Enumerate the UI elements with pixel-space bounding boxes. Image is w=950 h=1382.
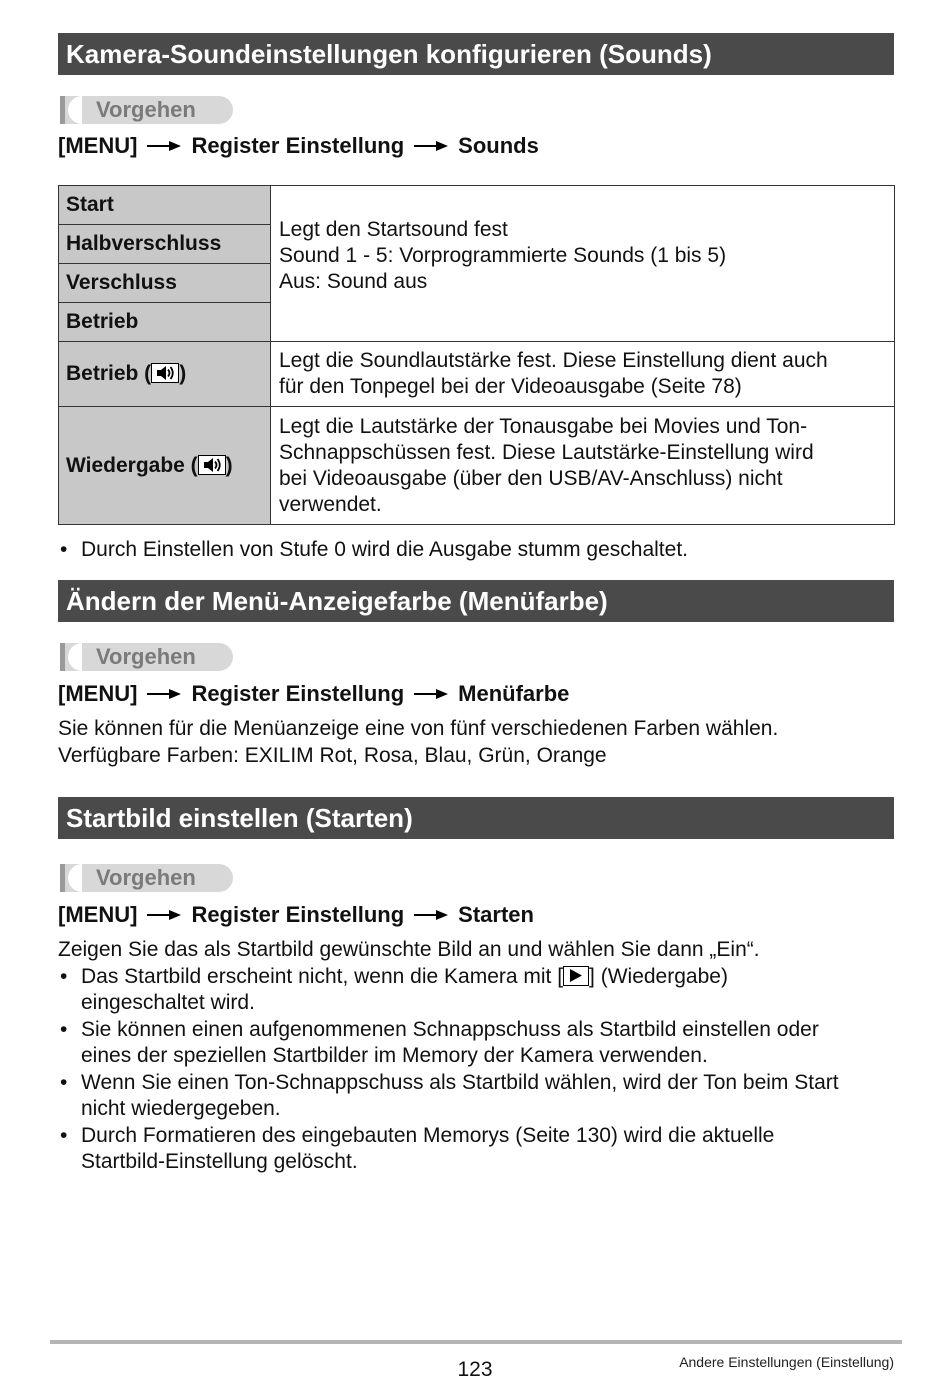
path-register: Register Einstellung xyxy=(191,902,405,927)
footer-divider xyxy=(50,1340,902,1344)
text-line: nicht wiedergegeben. xyxy=(81,1097,281,1120)
speaker-icon xyxy=(151,363,179,383)
procedure-label-text: Vorgehen xyxy=(96,644,196,669)
desc-line: Legt die Soundlautstärke fest. Diese Einstellung dient auch xyxy=(279,349,828,372)
menu-path-menucolor xyxy=(58,679,569,709)
arrow-right-icon xyxy=(147,131,181,161)
bullet-item xyxy=(58,1070,898,1123)
label-text: ) xyxy=(179,362,187,385)
arrow-right-icon xyxy=(147,900,181,930)
row-label: Betrieb xyxy=(59,303,271,342)
row-label xyxy=(59,407,271,525)
text-span: ] (Wiedergabe) xyxy=(589,964,728,988)
procedure-label xyxy=(60,864,233,892)
path-register: Register Einstellung xyxy=(191,133,405,158)
bullet-item: • Durch Einstellen von Stufe 0 wird die Ausgabe stumm geschaltet. xyxy=(58,537,898,564)
desc-line: Schnappschüssen fest. Diese Lautstärke-Einstellung wird xyxy=(279,440,814,464)
startup-text xyxy=(58,937,898,1176)
section-title-startup: Startbild einstellen (Starten) xyxy=(58,797,894,839)
sounds-table xyxy=(58,185,895,525)
row-label xyxy=(59,342,271,407)
menu-path-sounds xyxy=(58,131,539,161)
procedure-label-text: Vorgehen xyxy=(96,865,196,890)
play-icon xyxy=(563,966,589,986)
sounds-note xyxy=(58,537,898,564)
bullet-item xyxy=(58,964,898,1017)
row-description xyxy=(271,407,895,525)
text-line: • Sie können einen aufgenommenen Schnappschuss als Startbild einstellen oder xyxy=(81,1017,819,1041)
procedure-label xyxy=(60,643,233,671)
text-line: • Durch Formatieren des eingebauten Memorys (Seite 130) wird die aktuelle xyxy=(81,1123,775,1147)
menu-path-startup xyxy=(58,900,534,930)
section-title-menucolor: Ändern der Menü-Anzeigefarbe (Menüfarbe) xyxy=(58,580,894,622)
bullet-item xyxy=(58,1017,898,1070)
desc-line: für den Tonpegel bei der Videoausgabe (Seite 78) xyxy=(279,375,742,398)
label-text: Betrieb ( xyxy=(66,362,152,385)
path-register: Register Einstellung xyxy=(191,681,405,706)
desc-line: Sound 1 - 5: Vorprogrammierte Sounds (1 bis 5) xyxy=(279,244,727,267)
path-menu: [MENU] xyxy=(58,681,138,706)
page-number: 123 xyxy=(457,1358,493,1381)
desc-line: bei Videoausgabe (über den USB/AV-Anschluss) nicht xyxy=(279,466,783,490)
text-line: Sie können für die Menüanzeige eine von fünf verschiedenen Farben wählen. xyxy=(58,717,779,740)
table-row xyxy=(59,407,895,525)
path-target: Menüfarbe xyxy=(458,681,570,706)
table-row xyxy=(59,186,895,225)
label-text: Wiedergabe ( xyxy=(66,453,198,477)
row-label: Verschluss xyxy=(59,264,271,303)
sound-group-description xyxy=(271,186,895,342)
text-line: eines der speziellen Startbilder im Memory der Kamera verwenden. xyxy=(81,1044,708,1067)
chapter-label: Andere Einstellungen (Einstellung) xyxy=(679,1354,894,1370)
desc-line: Aus: Sound aus xyxy=(279,270,428,293)
speaker-icon xyxy=(198,455,226,475)
path-menu: [MENU] xyxy=(58,133,138,158)
path-target: Sounds xyxy=(458,133,539,158)
arrow-right-icon xyxy=(414,900,448,930)
row-label: Halbverschluss xyxy=(59,225,271,264)
menucolor-text xyxy=(58,716,898,769)
text-line: Startbild-Einstellung gelöscht. xyxy=(81,1150,358,1173)
procedure-marker-icon xyxy=(60,96,82,124)
procedure-label-text: Vorgehen xyxy=(96,97,196,122)
section-title-sounds: Kamera-Soundeinstellungen konfigurieren (Sounds) xyxy=(58,33,894,75)
path-menu: [MENU] xyxy=(58,902,138,927)
arrow-right-icon xyxy=(147,679,181,709)
row-description xyxy=(271,342,895,407)
bullet-item xyxy=(58,1123,898,1176)
desc-line: Legt den Startsound fest xyxy=(279,218,508,241)
text-line: eingeschaltet wird. xyxy=(81,991,255,1014)
procedure-marker-icon xyxy=(60,643,82,671)
desc-line: Legt die Lautstärke der Tonausgabe bei Movies und Ton- xyxy=(279,414,808,438)
desc-line: verwendet. xyxy=(279,492,382,516)
arrow-right-icon xyxy=(414,131,448,161)
arrow-right-icon xyxy=(414,679,448,709)
row-label: Start xyxy=(59,186,271,225)
text-line: • Wenn Sie einen Ton-Schnappschuss als Startbild wählen, wird der Ton beim Start xyxy=(81,1070,839,1094)
text-span: Das Startbild erscheint nicht, wenn die Kamera mit [ xyxy=(81,964,564,988)
path-target: Starten xyxy=(458,902,534,927)
text-line: Verfügbare Farben: EXILIM Rot, Rosa, Blau, Grün, Orange xyxy=(58,743,607,767)
procedure-marker-icon xyxy=(60,864,82,892)
label-text: ) xyxy=(225,453,233,477)
table-row xyxy=(59,342,895,407)
procedure-label xyxy=(60,96,233,124)
intro-text: Zeigen Sie das als Startbild gewünschte Bild an und wählen Sie dann „Ein“. xyxy=(58,938,760,961)
